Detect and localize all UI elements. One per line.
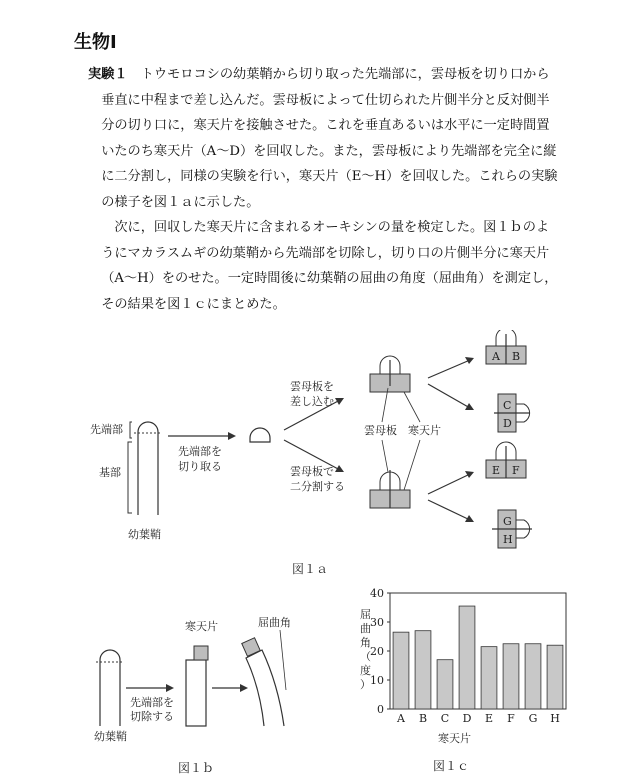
- result-arrow-ab: [428, 360, 470, 378]
- figure-1a: [0, 330, 620, 580]
- bar-G: [525, 644, 541, 709]
- section-heading: 生物Ⅰ: [74, 32, 117, 53]
- x-tick-label-B: B: [418, 712, 428, 725]
- experiment-text: [88, 62, 560, 317]
- block-c: C: [503, 399, 512, 412]
- remove-label-1: 先端部を: [130, 696, 174, 709]
- bar-D: [459, 606, 475, 709]
- chart-labels: [396, 712, 560, 725]
- result-arrowhead-ab: [465, 357, 474, 364]
- cut-label-1: 先端部を: [178, 445, 222, 458]
- figure-1a-caption: 図１ａ: [292, 562, 329, 576]
- paragraph-1: [88, 62, 560, 215]
- x-tick-label-C: C: [440, 712, 450, 725]
- cut-tip-shape: [250, 428, 270, 442]
- block-g: G: [503, 515, 512, 528]
- bar-C: [437, 660, 453, 709]
- agar-leader-up: [404, 392, 420, 422]
- agar-label: 寒天片: [408, 424, 441, 437]
- bar-F: [503, 644, 519, 709]
- y-tick-label: 30: [370, 616, 384, 629]
- coleoptile-label: 幼葉鞘: [128, 528, 161, 541]
- y-tick-label: 10: [370, 674, 384, 687]
- mica-label: 雲母板: [364, 424, 397, 437]
- tip-bracket: [130, 422, 132, 438]
- y-tick-label: 40: [370, 587, 384, 600]
- block-b: B: [512, 350, 521, 363]
- base-bracket: [128, 442, 132, 513]
- chart-bars: [393, 606, 563, 709]
- x-tick-label-E: E: [484, 712, 494, 725]
- paragraph-2: 次に，回収した寒天片に含まれるオーキシンの量を検定した。図１ｂのようにマカラスムギの幼葉鞘から先端部を切除し，切り口の片側半分に寒天片（A〜H）をのせた。一定時間後に幼葉鞘の屈曲の角度（屈曲角）を測定し，その結果を図１ｃにまとめた。: [101, 220, 558, 312]
- block-a: A: [492, 350, 500, 363]
- x-tick-label-D: D: [462, 712, 472, 725]
- block-f: F: [512, 464, 520, 477]
- bend-label: 屈曲角: [258, 616, 291, 629]
- insert-label-2: 差し込む: [290, 395, 334, 408]
- cut-label-2: 切り取る: [178, 460, 222, 473]
- result-arrow-ef: [428, 474, 470, 494]
- decapitated-coleoptile: [186, 660, 206, 726]
- figure-1b: [90, 600, 330, 780]
- agar-bent: [242, 638, 260, 656]
- block-d: D: [503, 417, 512, 430]
- coleoptile-b: [100, 650, 120, 726]
- coleoptile-shape: [138, 422, 158, 515]
- agar-leader-down: [404, 440, 420, 490]
- chart-x-label: 寒天片: [438, 732, 471, 745]
- agar-on-cut: [194, 646, 208, 660]
- block-e: E: [492, 464, 501, 477]
- mica-leader-down: [382, 440, 388, 472]
- result-arrow-gh: [428, 500, 470, 520]
- x-tick-label-A: A: [397, 712, 405, 725]
- result-arrowhead-ef: [465, 471, 474, 478]
- mica-leader-up: [382, 388, 388, 422]
- cut-arrowhead: [228, 432, 236, 440]
- bar-B: [415, 631, 431, 709]
- x-tick-label-F: F: [507, 712, 515, 725]
- remove-arrowhead: [166, 684, 174, 692]
- split-label-2: 二分割する: [290, 480, 345, 493]
- paragraph-1-body: トウモロコシの幼葉鞘から切り取った先端部に，雲母板を切り口から垂直に中程まで差し込んだ。雲母板によって仕切られた片側半分と反対側半分の切り口に，寒天片を接触させた。これを垂直あるいは水平に一定時間置いたのち寒天片（A〜D）を回収した。また，雲母板により先端部を完全に縦に二分割し，同様の実験を行い，寒天片（E〜H）を回収した。これらの実験の様子を図１ａに示した。: [101, 67, 558, 210]
- split-label-1: 雲母板で: [290, 465, 334, 478]
- y-tick-label: 20: [370, 645, 384, 658]
- bar-H: [547, 645, 563, 709]
- agar-label-b: 寒天片: [185, 620, 218, 633]
- y-tick-label: 0: [377, 703, 384, 716]
- experiment-label: 実験１: [88, 67, 128, 82]
- block-h: H: [503, 533, 513, 546]
- coleoptile-label-b: 幼葉鞘: [94, 730, 127, 743]
- angle-line: [280, 630, 286, 690]
- result-arrow-cd: [428, 384, 470, 408]
- bar-E: [481, 647, 497, 709]
- x-tick-label-H: H: [550, 712, 560, 725]
- bend-arrowhead: [240, 684, 248, 692]
- figure-1b-caption: 図１ｂ: [178, 761, 215, 775]
- chart-y-label: 屈曲角（度）: [360, 608, 371, 691]
- remove-label-2: 切除する: [130, 710, 174, 723]
- bar-A: [393, 632, 409, 709]
- x-tick-label-G: G: [528, 712, 538, 725]
- insert-label-1: 雲母板を: [290, 380, 334, 393]
- bent-coleoptile: [246, 650, 284, 726]
- figure-1c-caption: 図１ｃ: [433, 759, 470, 773]
- tip-label: 先端部: [90, 423, 123, 436]
- figure-1c-chart: [330, 582, 600, 782]
- base-label: 基部: [99, 466, 121, 479]
